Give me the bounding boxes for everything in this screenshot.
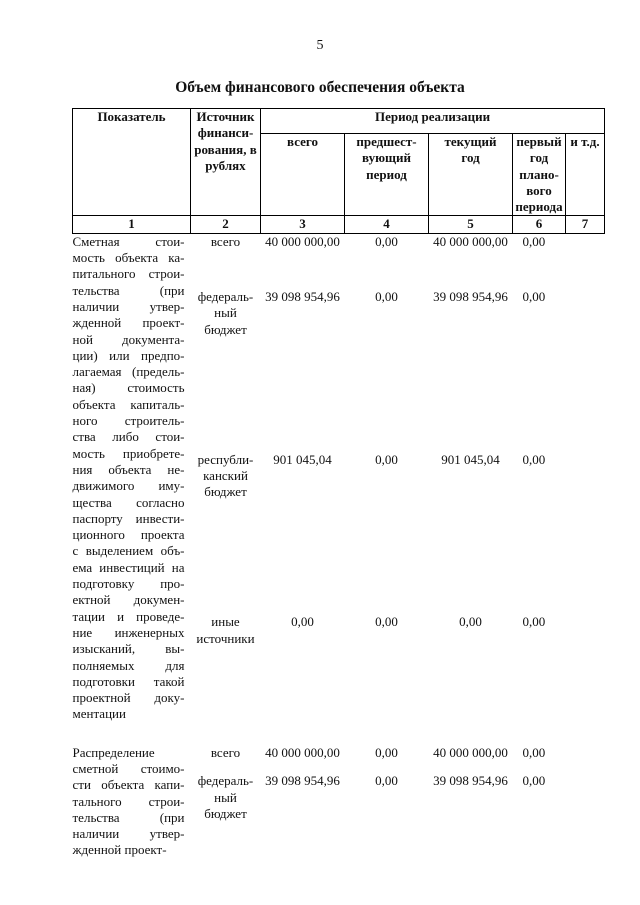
- text-line: текущий: [444, 134, 497, 149]
- text-line: с выделением объ-: [72, 543, 185, 559]
- text-line: первый: [516, 134, 562, 149]
- first-year-cell: 0,00: [522, 614, 546, 630]
- text-line: ный: [214, 305, 237, 321]
- text-line: мость приобрете-: [72, 445, 185, 461]
- total-cell: 0,00: [291, 614, 314, 630]
- col-number: 1: [73, 216, 191, 233]
- financing-table: [72, 108, 605, 859]
- text-line: тации и проведе-: [72, 608, 185, 624]
- previous-cell: 0,00: [375, 773, 398, 789]
- previous-cell: 0,00: [375, 744, 398, 760]
- text-line: объекта капиталь-: [72, 396, 185, 412]
- text-line: ции) или предпо-: [72, 347, 185, 363]
- text-line: бюджет: [204, 805, 247, 821]
- text-line: рования, в: [194, 141, 257, 157]
- header-first-plan-year: [513, 134, 566, 216]
- first-year-cell: 0,00: [522, 289, 546, 305]
- text-line: федераль-: [197, 289, 254, 305]
- source-cell: [191, 614, 261, 722]
- text-line: вующий: [362, 150, 411, 166]
- source-cell: [191, 773, 261, 859]
- text-line: ектной докумен-: [72, 592, 185, 608]
- first-year-cell: 0,00: [522, 773, 546, 789]
- text-line: год: [529, 150, 549, 166]
- text-line: период: [366, 166, 407, 182]
- current-cell: 901 045,04: [441, 451, 500, 467]
- text-line: мость объекта ка-: [72, 250, 185, 266]
- col-number: 3: [261, 216, 345, 233]
- text-line: сметной стоимо-: [72, 760, 185, 776]
- text-line: канский: [203, 468, 248, 483]
- text-line: ный: [214, 789, 237, 805]
- first-year-cell: 0,00: [522, 233, 546, 249]
- text-line: ного строитель-: [72, 413, 185, 429]
- total-cell: 901 045,04: [273, 451, 332, 467]
- text-line: всего: [210, 233, 241, 249]
- source-cell: [191, 745, 261, 774]
- text-line: рублях: [205, 157, 246, 173]
- text-line: ментации: [72, 706, 126, 722]
- text-line: ная) стоимость: [72, 380, 185, 396]
- col-number: 4: [345, 216, 429, 233]
- text-line: Распределение: [72, 744, 155, 760]
- total-cell: 40 000 000,00: [265, 744, 340, 760]
- text-line: изысканий, вы-: [72, 641, 185, 657]
- text-line: ние инженерных: [72, 624, 185, 640]
- text-line: полняемых для: [72, 657, 185, 673]
- text-line: тельства (при: [72, 282, 185, 298]
- current-cell: 39 098 954,96: [433, 773, 508, 789]
- indicator-text: [73, 233, 191, 722]
- text-line: иные: [211, 614, 240, 630]
- block-2: [73, 745, 605, 859]
- text-line: питального строи-: [72, 266, 185, 282]
- text-line: проектной доку-: [72, 690, 185, 706]
- text-line: периода: [515, 199, 563, 215]
- text-line: Сметная стои-: [72, 233, 185, 249]
- indicator-text: [73, 745, 191, 859]
- text-line: жденной проект-: [72, 842, 167, 858]
- text-line: плано-: [519, 166, 559, 182]
- current-cell: 40 000 000,00: [433, 233, 508, 249]
- text-line: щества согласно: [72, 494, 185, 510]
- current-cell: 39 098 954,96: [433, 289, 508, 305]
- text-line: федераль-: [197, 773, 254, 789]
- text-line: финанси-: [197, 125, 254, 141]
- text-line: бюджет: [204, 484, 247, 500]
- col-number: 7: [566, 216, 605, 233]
- text-line: тельства (при: [72, 809, 185, 825]
- first-year-cell: 0,00: [522, 744, 546, 760]
- text-line: жденной проект-: [72, 315, 185, 331]
- col-number: 5: [429, 216, 513, 233]
- source-cell: [191, 289, 261, 452]
- text-line: предшест-: [356, 134, 417, 149]
- text-line: ной документа-: [72, 331, 185, 347]
- total-cell: 39 098 954,96: [265, 289, 340, 305]
- total-cell: 40 000 000,00: [265, 233, 340, 249]
- text-line: подготовки такой: [72, 673, 185, 689]
- header-total: всего: [261, 134, 345, 216]
- previous-cell: 0,00: [375, 614, 398, 630]
- text-line: ционного проекта: [72, 527, 185, 543]
- previous-cell: 0,00: [375, 233, 398, 249]
- page-number: 5: [316, 38, 324, 53]
- text-line: вого: [526, 182, 552, 198]
- header-source: [191, 109, 261, 216]
- text-line: всего: [210, 744, 241, 760]
- header-period: Период реализации: [261, 109, 605, 134]
- text-line: Источник: [196, 109, 255, 124]
- header-indicator: Показатель: [73, 109, 191, 216]
- text-line: источники: [196, 630, 255, 646]
- text-line: паспорту инвести-: [72, 510, 185, 526]
- text-line: ства либо стои-: [72, 429, 185, 445]
- source-cell: [191, 233, 261, 289]
- text-line: бюджет: [204, 321, 247, 337]
- text-line: движимого иму-: [72, 478, 185, 494]
- text-line: республи-: [197, 451, 254, 467]
- text-line: лагаемая (предель-: [72, 364, 185, 380]
- text-line: ния объекта не-: [72, 461, 185, 477]
- text-line: подготовку про-: [72, 576, 185, 592]
- col-number: 2: [191, 216, 261, 233]
- text-line: тального строи-: [72, 793, 185, 809]
- header-previous-period: [345, 134, 429, 216]
- source-cell: [191, 452, 261, 615]
- table-row: [73, 233, 605, 289]
- header-current-year: [429, 134, 513, 216]
- block-1: [73, 233, 605, 722]
- text-line: наличии утвер-: [72, 298, 185, 314]
- first-year-cell: 0,00: [522, 451, 546, 467]
- table-row: [73, 745, 605, 774]
- previous-cell: 0,00: [375, 451, 398, 467]
- text-line: ема инвестиций на: [72, 559, 185, 575]
- current-cell: 40 000 000,00: [433, 744, 508, 760]
- text-line: наличии утвер-: [72, 826, 185, 842]
- previous-cell: 0,00: [375, 289, 398, 305]
- col-number: 6: [513, 216, 566, 233]
- text-line: год: [461, 150, 480, 166]
- document-title: Объем финансового обеспечения объекта: [175, 79, 465, 96]
- current-cell: 0,00: [459, 614, 482, 630]
- header-etc: и т.д.: [566, 134, 605, 216]
- total-cell: 39 098 954,96: [265, 773, 340, 789]
- text-line: сти объекта капи-: [72, 777, 185, 793]
